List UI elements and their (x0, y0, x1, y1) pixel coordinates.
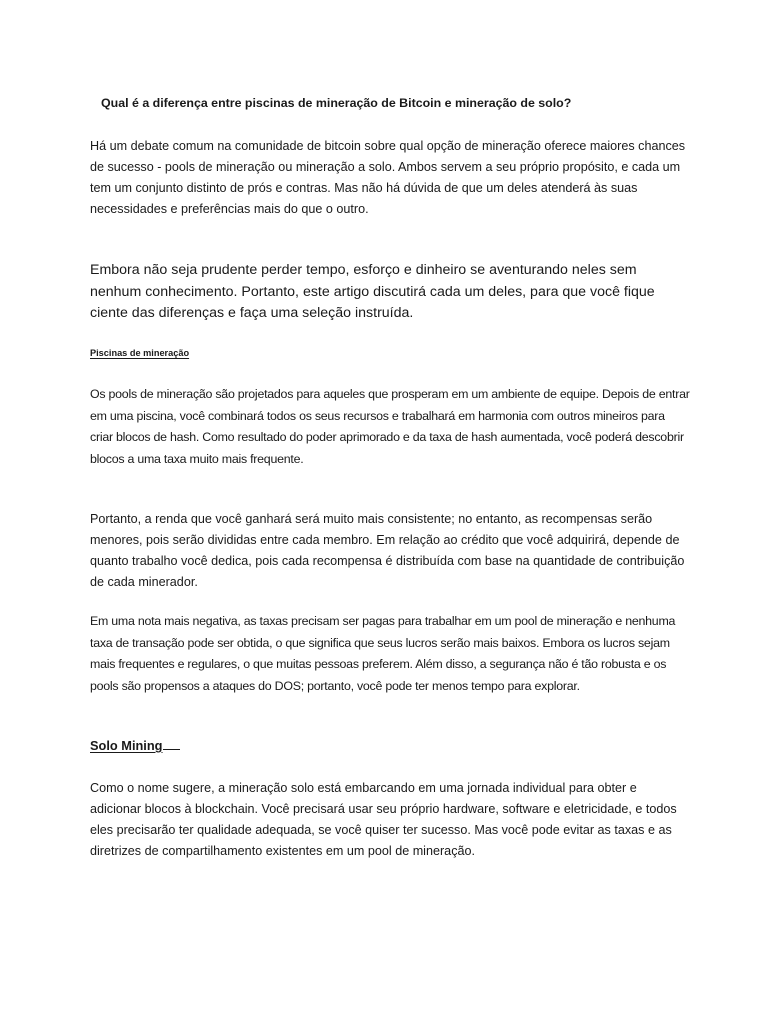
document-title: Qual é a diferença entre piscinas de mineração de Bitcoin e mineração de solo? (101, 96, 572, 110)
pools-paragraph-1: Os pools de mineração são projetados para aqueles que prosperam em um ambiente de equipe. Depois de entrar em uma piscina, você combinará todos os seus recursos e trabalhará em harmonia com outros mineiros para criar blocos de hash. Como resultado do poder aprimorado e da taxa de hash aumentada, você poderá descobrir blocos a uma taxa muito mais frequente. (90, 387, 690, 466)
second-paragraph: Embora não seja prudente perder tempo, esforço e dinheiro se aventurando neles sem nenhum conhecimento. Portanto, este artigo discutirá cada um deles, para que você fique ciente das diferenças e faça uma seleção instruída. (90, 262, 655, 321)
pools-paragraph-3: Em uma nota mais negativa, as taxas precisam ser pagas para trabalhar em um pool de mineração e nenhuma taxa de transação pode ser obtida, o que significa que seus lucros serão mais baixos. Embora os lucros sejam mais frequentes e regulares, o que muitas pessoas preferem. Além disso, a segurança não é tão robusta e os pools são propensos a ataques do DOS; portanto, você pode ter menos tempo para explorar. (90, 614, 676, 693)
solo-heading (90, 738, 690, 753)
pools-heading: Piscinas de mineração (90, 348, 190, 358)
pools-paragraph-2: Portanto, a renda que você ganhará será muito mais consistente; no entanto, as recompensas serão menores, pois serão divididas entre cada membro. Em relação ao crédito que você adquirirá, depende de quanto trabalho você dedica, pois cada recompensa é distribuída com base na quantidade de contribuição de cada minerador. (90, 512, 685, 589)
solo-heading-text: Solo Mining (90, 738, 163, 753)
solo-paragraph: Como o nome sugere, a mineração solo está embarcando em uma jornada individual para obter e adicionar blocos à blockchain. Você precisará usar seu próprio hardware, software e eletricidade, e todos eles precisarão ter qualidade adequada, se você quiser ter sucesso. Mas você pode evitar as taxas e as diretrizes de compartilhamento existentes em um pool de mineração. (90, 781, 677, 858)
heading-underline-trail (163, 738, 180, 750)
intro-paragraph: Há um debate comum na comunidade de bitcoin sobre qual opção de mineração oferece maiores chances de sucesso - pools de mineração ou mineração a solo. Ambos servem a seu próprio propósito, e cada um tem um conjunto distinto de prós e contras. Mas não há dúvida de que um deles atenderá às suas necessidades e preferências mais do que o outro. (90, 139, 686, 216)
